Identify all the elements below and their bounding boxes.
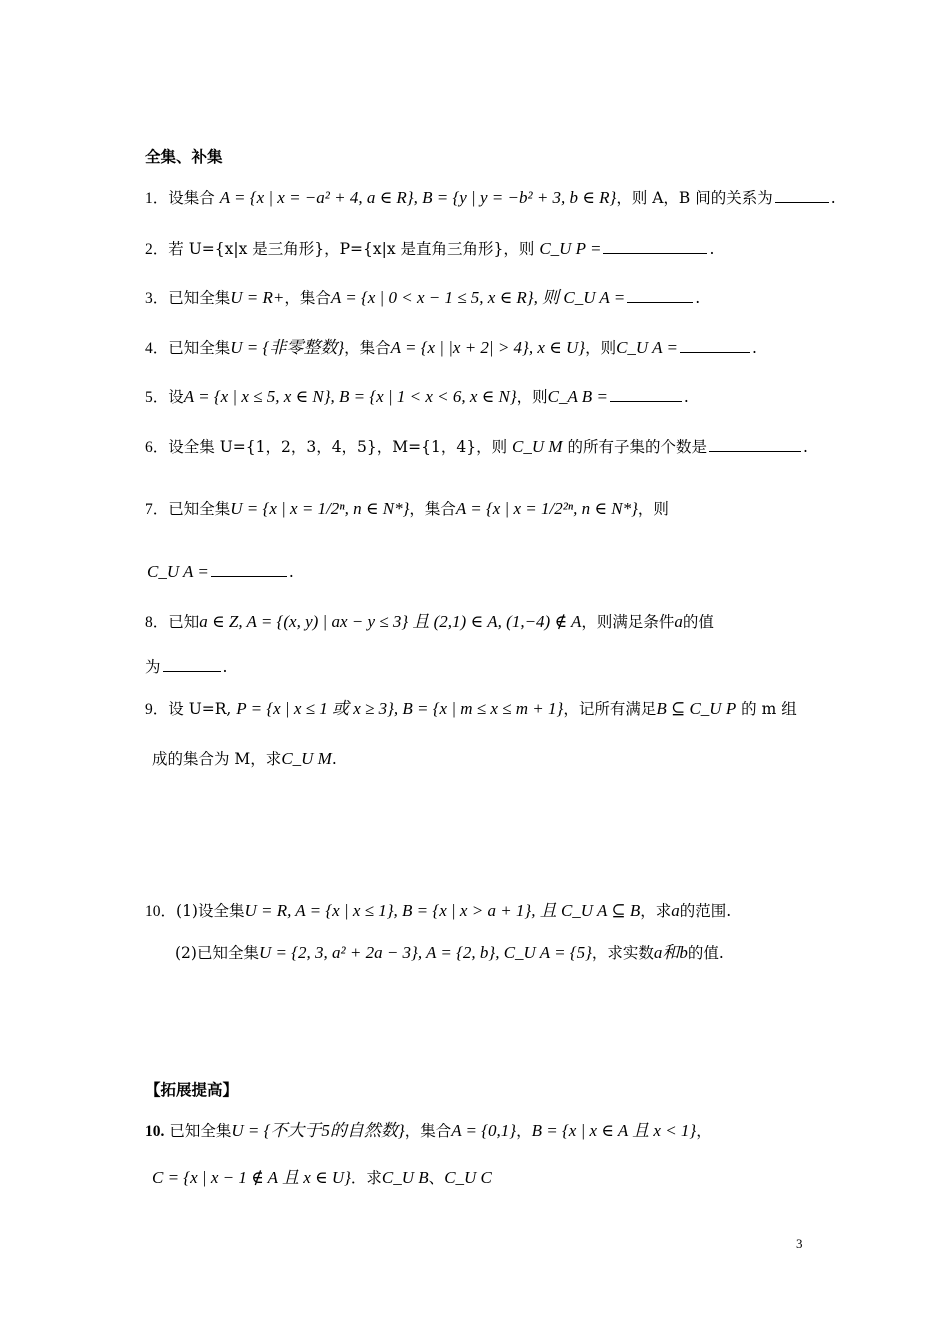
problem-text: 已知: [168, 613, 200, 631]
math-expression: C_U C: [444, 1168, 492, 1187]
problem-text: 设: [168, 388, 184, 406]
problem-text: 设 U=R,: [168, 700, 232, 718]
problem-text: ，集合: [284, 289, 331, 307]
problem-number: 8．: [145, 614, 169, 631]
problem-text: 成的集合为 M，求: [152, 750, 282, 768]
math-expression: C_U A =: [616, 338, 678, 357]
problem-text: ，则: [585, 339, 617, 357]
problem-11-continued: [152, 1167, 950, 1189]
problem-number: 10.: [145, 1123, 165, 1140]
math-expression: C_U M: [281, 749, 332, 768]
problem-5: [145, 386, 950, 409]
problem-text: ，求: [640, 902, 672, 920]
separator: 、: [428, 1169, 445, 1187]
math-expression: C_A B =: [547, 387, 608, 406]
problem-text: ．求: [350, 1169, 382, 1187]
math-expression: A = {x | x ≤ 5, x ∈ N}, B = {x | 1 < x < 6, x ∈ N}: [183, 387, 517, 406]
problem-text: 已知全集: [168, 289, 231, 307]
answer-blank: [627, 288, 693, 303]
problem-text: 已知全集: [169, 1122, 232, 1140]
period: .: [331, 750, 337, 768]
problem-text: ，则: [637, 500, 669, 518]
period: .: [695, 289, 701, 307]
period: .: [222, 658, 228, 676]
math-variable: a: [671, 901, 680, 920]
answer-blank: [211, 562, 287, 577]
math-expression: C_U P =: [539, 239, 602, 258]
math-expression: U = {不大于5的自然数}: [231, 1121, 405, 1140]
math-expression: A = {x | x = −a² + 4, a ∈ R}, B = {y | y = −b² + 3, b ∈ R}: [219, 188, 617, 207]
math-expression: B = {x | x ∈ A 且 x < 1}: [531, 1121, 697, 1140]
problem-text: 的值.: [687, 944, 724, 962]
problem-text: 设集合: [168, 189, 215, 207]
period: .: [830, 189, 836, 207]
section-heading-extension: 【拓展提高】: [145, 1081, 239, 1099]
problem-text: 已知全集: [168, 339, 231, 357]
period: .: [751, 339, 757, 357]
answer-blank: [610, 387, 682, 402]
problem-3: [145, 287, 950, 310]
problem-number: 4．: [145, 340, 169, 357]
problem-number: 1．: [145, 190, 169, 207]
problem-10-part-2: [175, 942, 950, 964]
page-number: 3: [796, 1236, 803, 1251]
math-expression: U = {非零整数}: [230, 338, 345, 357]
problem-text: 的值: [682, 613, 714, 631]
math-expression: U = R+: [230, 288, 285, 307]
problem-text: ，记所有满足: [563, 700, 657, 718]
problem-8: [145, 611, 950, 634]
math-expression: C_U M: [512, 437, 563, 456]
math-expression: C_U B: [381, 1168, 429, 1187]
problem-text: ，则 A，B 间的关系为: [616, 189, 773, 207]
problem-text: (2)已知全集: [175, 944, 259, 962]
problem-text: 已知全集: [168, 500, 231, 518]
math-expression: A = {0,1}: [451, 1121, 517, 1140]
problem-number: 9．: [145, 701, 169, 718]
problem-text: ，则: [516, 388, 548, 406]
problem-9: [145, 698, 950, 721]
problem-10-part-1: [145, 900, 950, 923]
problem-number: 10．: [145, 903, 177, 920]
problem-text: 的范围.: [679, 902, 732, 920]
answer-blank: [163, 657, 221, 672]
problem-1: [145, 187, 950, 210]
problem-11: [145, 1120, 950, 1143]
math-expression: C_U A =: [147, 562, 209, 581]
problem-6: [145, 436, 950, 459]
answer-blank: [603, 239, 707, 254]
math-expression: A = {x | x = 1/2²ⁿ, n ∈ N*}: [455, 499, 638, 518]
problem-text: 的 m 组: [741, 700, 797, 718]
problem-text: 为: [145, 658, 161, 676]
math-variable: a: [674, 612, 683, 631]
problem-7-continued: [147, 561, 950, 583]
math-expression: U = R, A = {x | x ≤ 1}, B = {x | x > a + 1}, 且 C_U A ⊆ B: [244, 901, 641, 920]
math-expression: P = {x | x ≤ 1 或 x ≥ 3}, B = {x | m ≤ x ≤ m + 1}: [236, 699, 564, 718]
problem-text: ，求实数: [591, 944, 654, 962]
problem-text: ，集合: [344, 339, 391, 357]
problem-2: [145, 238, 950, 261]
comma: ，: [696, 1122, 712, 1140]
period: .: [683, 388, 689, 406]
problem-text: ，则满足条件: [581, 613, 675, 631]
problem-9-continued: [152, 748, 950, 770]
period: .: [803, 438, 808, 456]
problem-number: 2．: [145, 241, 169, 258]
problem-text: ，: [516, 1122, 532, 1140]
problem-7: [145, 498, 950, 521]
problem-text: (1)设全集: [176, 902, 245, 920]
problem-8-continued: [145, 656, 950, 678]
math-expression: a ∈ Z, A = {(x, y) | ax − y ≤ 3} 且 (2,1) ∈ A, (1,−4) ∉ A: [199, 612, 582, 631]
problem-number: 3．: [145, 290, 169, 307]
problem-number: 6．: [145, 439, 169, 456]
problem-text: 若 U={x|x 是三角形}，P={x|x 是直角三角形}，则: [168, 240, 535, 258]
answer-blank: [709, 437, 801, 452]
period: .: [709, 240, 715, 258]
period: .: [288, 563, 294, 581]
problem-text: 设全集 U={1，2，3，4，5}，M={1，4}，则: [168, 438, 508, 456]
problem-text: 的所有子集的个数是: [567, 438, 708, 456]
problem-text: ，集合: [404, 1122, 452, 1140]
section-heading-complement: 全集、补集: [145, 148, 223, 166]
math-expression: B ⊆ C_U P: [656, 699, 737, 718]
math-expression: U = {2, 3, a² + 2a − 3}, A = {2, b}, C_U A = {5}: [258, 943, 592, 962]
math-expression: A = {x | |x + 2| > 4}, x ∈ U}: [390, 338, 586, 357]
answer-blank: [680, 338, 750, 353]
math-expression: C = {x | x − 1 ∉ A 且 x ∈ U}: [152, 1168, 351, 1187]
problem-text: ，集合: [409, 500, 456, 518]
problem-number: 7．: [145, 501, 169, 518]
problem-4: [145, 337, 950, 360]
answer-blank: [775, 188, 829, 203]
problem-number: 5．: [145, 389, 169, 406]
math-expression: A = {x | 0 < x − 1 ≤ 5, x ∈ R}, 则 C_U A =: [330, 288, 626, 307]
math-variable: a和b: [653, 943, 688, 962]
math-expression: U = {x | x = 1/2ⁿ, n ∈ N*}: [230, 499, 410, 518]
